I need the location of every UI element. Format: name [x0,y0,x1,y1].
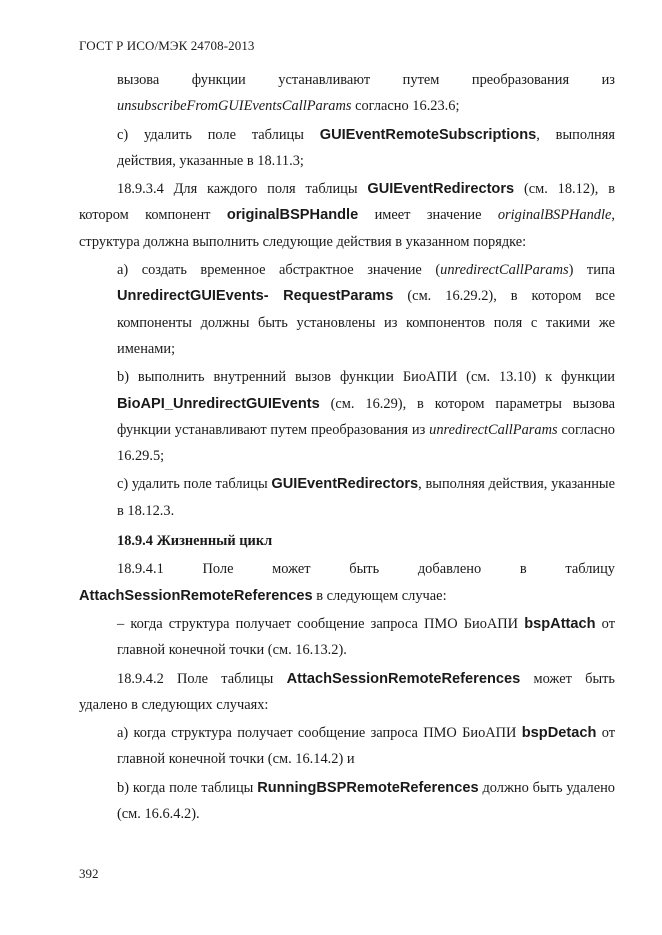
table-name: RunningBSPRemoteReferences [257,779,479,796]
text-run: (см. 16.29.2), в котором все компоненты должны быть установлены из компонентов поля с такими же именами; [117,288,615,357]
message-name: bspDetach [521,725,597,742]
list-item-a [79,257,615,362]
text-run: c) удалить поле таблицы [117,476,272,493]
clause-18-9-4-1 [79,556,615,582]
text-run: согласно 16.29.5; [117,421,615,465]
page-number: 392 [79,866,99,881]
text-run: от главной конечной точки (см. 16.14.2) и [117,725,615,768]
list-item-a [79,720,615,773]
list-item-c [79,122,615,175]
text-run: – когда структура получает сообщение запроса ПМО БиоАПИ [117,615,525,632]
text-run: b) выполнить внутренний вызов функции БиоАПИ (см. 13.10) к функции [117,369,615,386]
text-run: может быть удалено в следующих случаях: [79,670,615,713]
text-run: должно быть удалено (см. 16.6.4.2). [117,779,615,823]
italic-term: unsubscribeFromGUIEventsCallParams [117,98,352,115]
table-name: GUIEventRedirectors [271,476,419,493]
component-name: originalBSPHandle [226,207,359,224]
text-run: 18.9.3.4 Для каждого поля таблицы [117,181,368,198]
list-item-dash [79,611,615,664]
text-run: 18.9.4.1 Поле может быть добавлено в таблицу [117,561,615,578]
page-header: ГОСТ Р ИСО/МЭК 24708-2013 [79,38,255,53]
clause-18-9-4-2 [79,666,615,719]
function-name: BioAPI_UnredirectGUIEvents [117,395,320,412]
paragraph [79,93,615,119]
text-run: , структура должна выполнить следующие действия в указанном порядке: [79,207,615,250]
table-name: GUIEventRedirectors [367,181,515,198]
message-name: bspAttach [524,615,596,632]
text-run: , выполняя действия, указанные в 18.11.3; [117,126,615,169]
italic-term: unredirectCallParams [429,421,558,438]
clause-18-9-3-4 [79,176,615,255]
table-name: AttachSessionRemoteReferences [286,670,521,687]
text-run: имеет значение [358,207,498,224]
list-item-c [79,471,615,524]
italic-term: originalBSPHandle [497,207,612,224]
text-run: в следующем случае: [312,587,447,604]
table-name: AttachSessionRemoteReferences [79,587,313,604]
list-item-b [79,364,615,469]
text-run: , выполняя действия, указанные в 18.12.3. [117,476,615,519]
text-run: b) когда поле таблицы [117,779,258,796]
text-run: (см. 16.29), в котором параметры вызова функции устанавливают путем преобразования из [117,395,615,438]
page-content [79,67,615,827]
italic-term: unredirectCallParams [440,262,569,279]
text-run: вызова функции устанавливают путем преобразования из [117,72,615,88]
type-name: UnredirectGUIEvents- RequestParams [117,288,394,305]
table-name: GUIEventRemoteSubscriptions [319,126,537,143]
text-run: ) типа [568,262,615,279]
text-run: a) когда структура получает сообщение запроса ПМО БиоАПИ [117,725,522,742]
text-run: согласно 16.23.6; [351,98,460,115]
paragraph [79,67,615,93]
section-heading: 18.9.4 Жизненный цикл [117,533,273,550]
list-item-b [79,775,615,828]
text-run: c) удалить поле таблицы [117,126,320,143]
text-run: (см. 18.12), в котором компонент [79,181,615,224]
text-run: 18.9.4.2 Поле таблицы [117,670,287,687]
text-run: от главной конечной точки (см. 16.13.2). [117,615,615,659]
text-run: a) создать временное абстрактное значение ( [117,262,441,279]
paragraph [79,583,615,609]
